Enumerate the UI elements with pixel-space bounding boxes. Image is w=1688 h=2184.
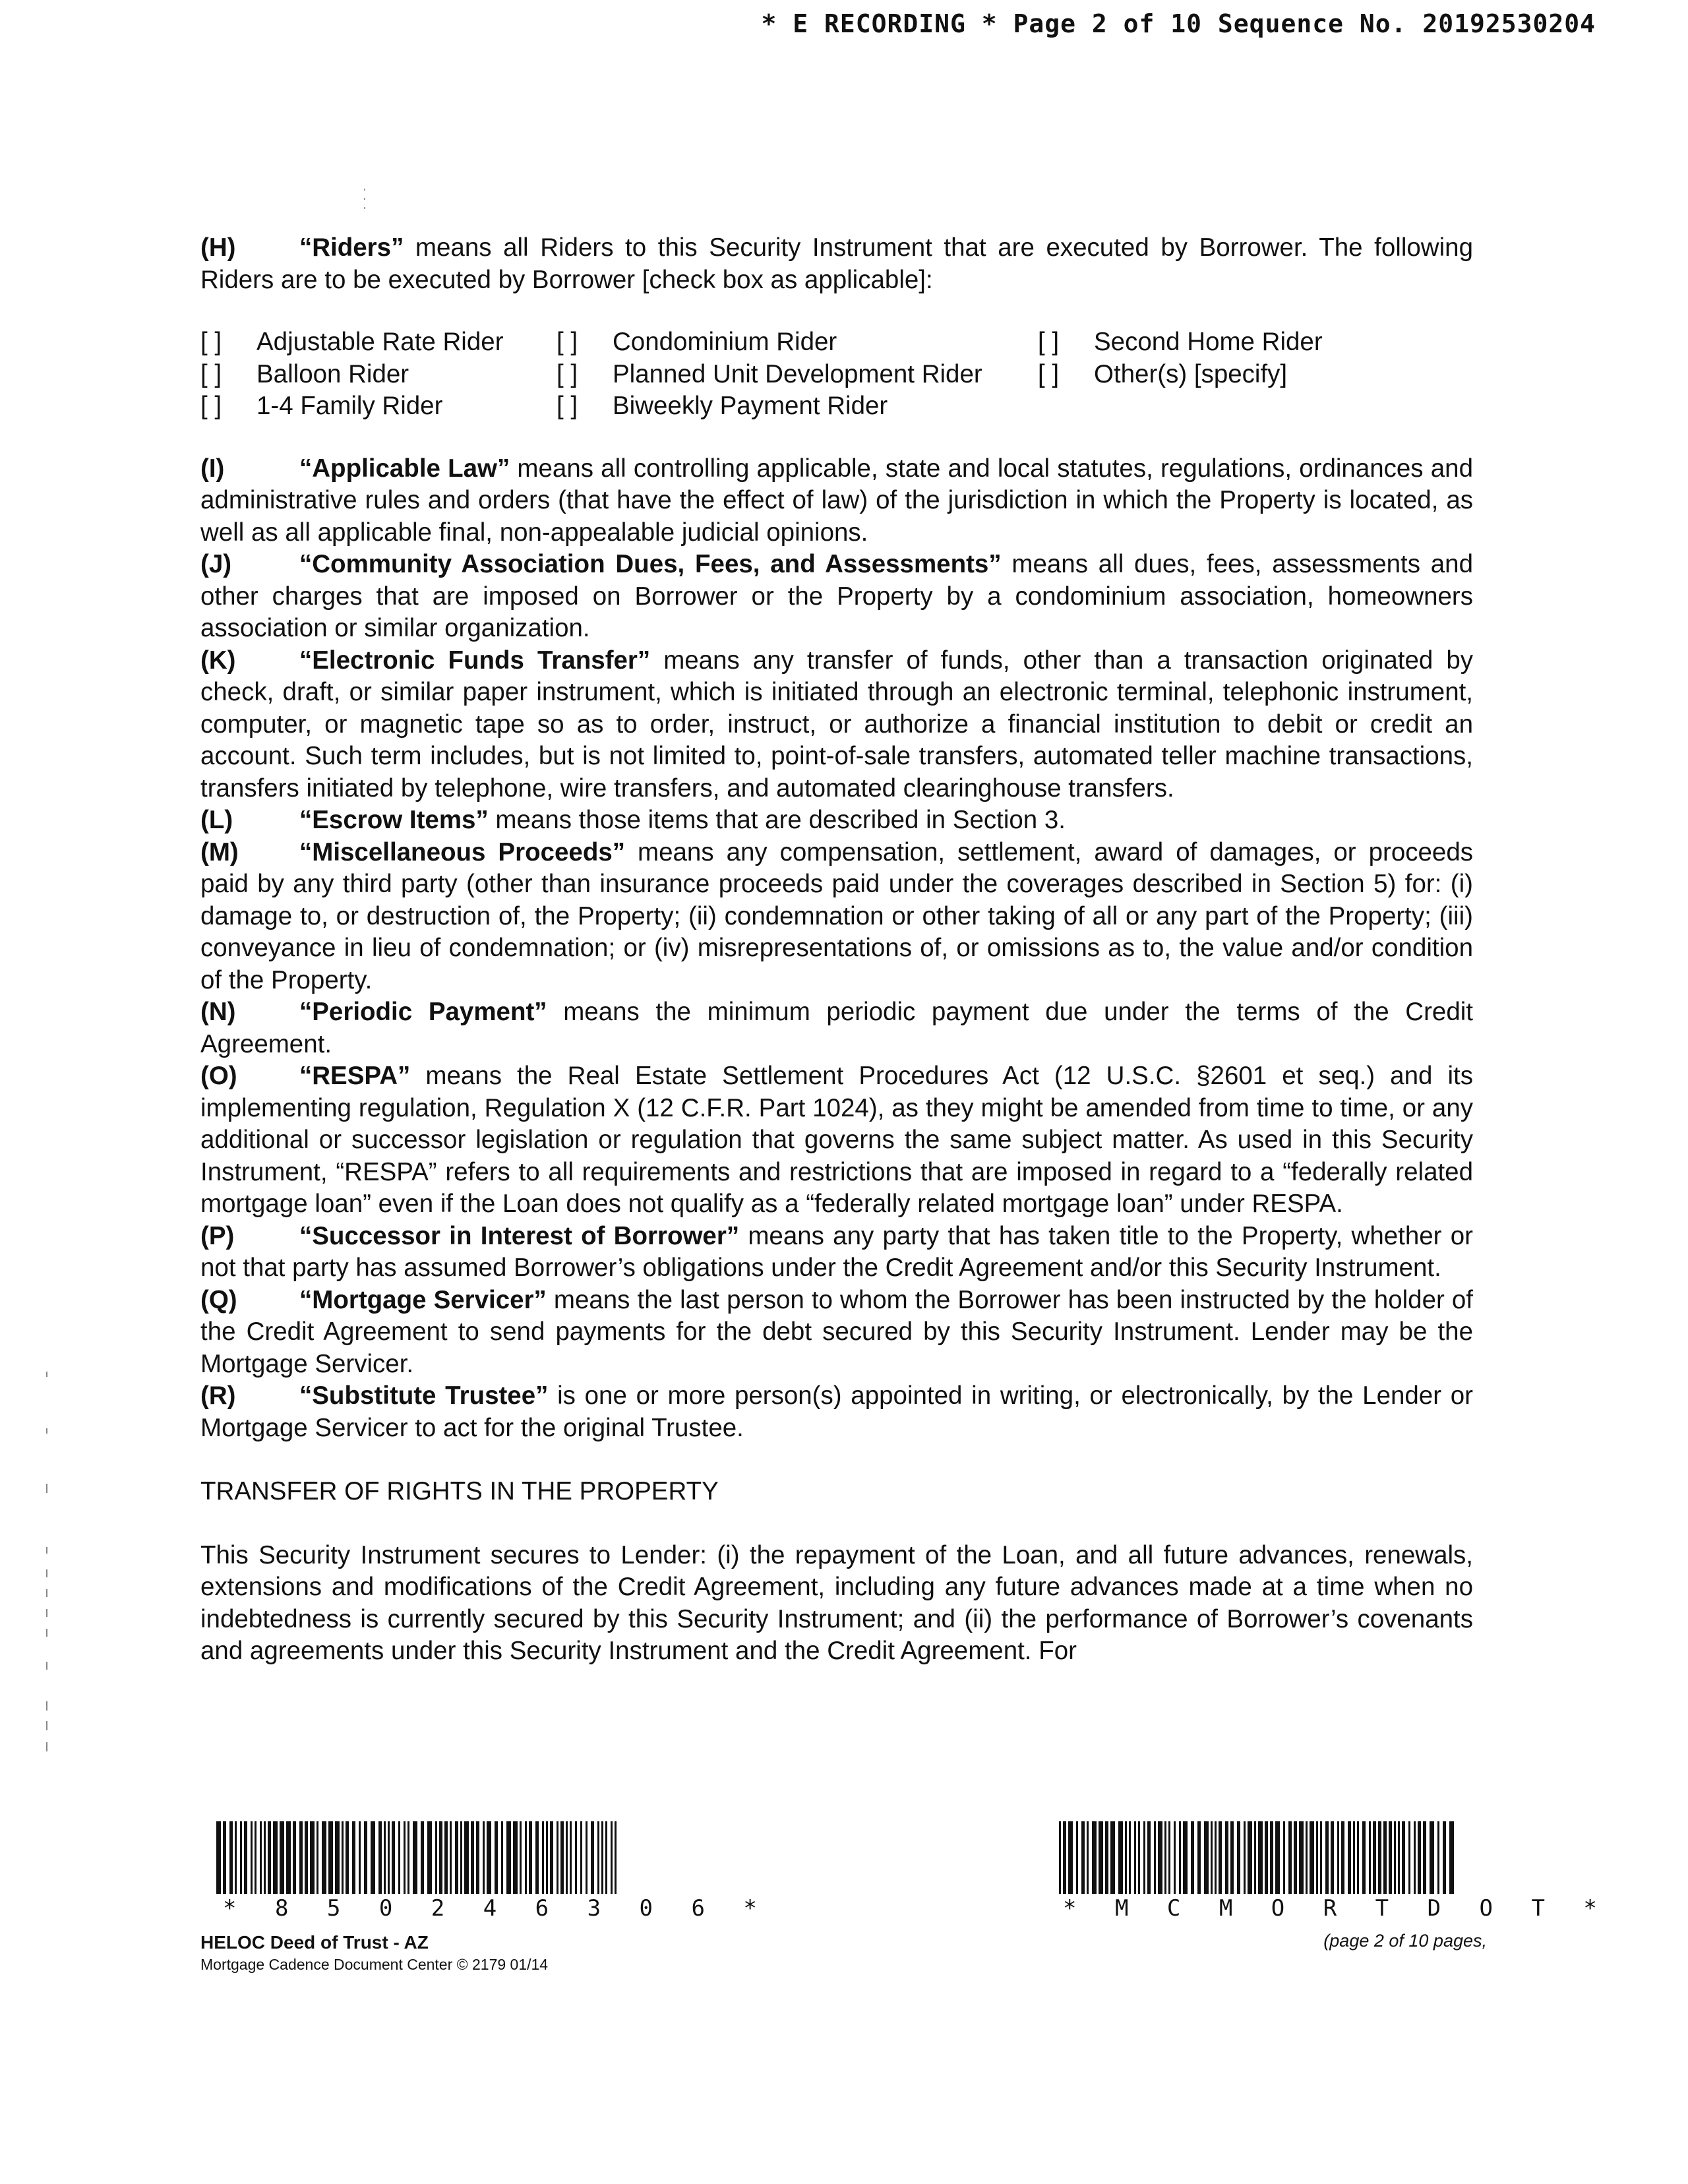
barcode-bar	[1105, 1821, 1108, 1894]
barcode-bar	[1244, 1821, 1246, 1894]
rider-checkbox[interactable]: [ ]	[200, 359, 222, 388]
barcode-bar	[229, 1821, 233, 1894]
barcode-bar	[1316, 1821, 1318, 1894]
rider-item	[557, 359, 1038, 391]
barcode-bar	[305, 1821, 308, 1894]
barcode-bar	[1147, 1821, 1151, 1894]
barcode-bar	[1394, 1821, 1396, 1894]
rider-label: 1-4 Family Rider	[256, 392, 443, 420]
barcode-bar	[1437, 1821, 1439, 1894]
rider-checkbox[interactable]: [ ]	[557, 328, 578, 356]
barcode-bar	[1179, 1821, 1181, 1894]
definition-periodic-payment	[200, 996, 1473, 1060]
barcode-bar	[1183, 1821, 1188, 1894]
barcode-bar	[328, 1821, 333, 1894]
barcode-bar	[1125, 1821, 1127, 1894]
barcode-bar	[1138, 1821, 1140, 1894]
barcode-bar	[471, 1821, 474, 1894]
barcode-bar	[378, 1821, 382, 1894]
barcode-bar	[255, 1821, 256, 1894]
riders-checklist	[200, 326, 1473, 423]
definition-respa	[200, 1060, 1473, 1221]
barcode-bar	[273, 1821, 278, 1894]
barcode-bar	[223, 1821, 226, 1894]
barcode-bar	[404, 1821, 406, 1894]
barcode-bar	[487, 1821, 491, 1894]
barcode-bar	[1174, 1821, 1176, 1894]
barcode-bar	[1068, 1821, 1073, 1894]
barcode-bar	[570, 1821, 572, 1894]
definition-escrow-items	[200, 804, 1473, 837]
barcode-bar	[310, 1821, 315, 1894]
definition-text: means all controlling applicable, state and local statutes, regulations, ordinances and administrative rules and orders (that have the effect of law) of the jurisdiction in which the Property is located, as well as all applicable final, non-appealable judicial opinions.	[200, 454, 1473, 547]
barcode-bar	[550, 1821, 553, 1894]
definition-text: means all Riders to this Security Instrument that are executed by Borrower. The following Riders are to be executed by Borrower [check box as applicable]:	[200, 233, 1473, 294]
barcode-bar	[1118, 1821, 1123, 1894]
barcode-bar	[1423, 1821, 1426, 1894]
barcode-bar	[407, 1821, 409, 1894]
definition-term: “Mortgage Servicer”	[299, 1285, 547, 1314]
barcode-bar	[450, 1821, 452, 1894]
form-title: HELOC Deed of Trust - AZ	[200, 1932, 429, 1953]
barcode-left-block	[214, 1821, 769, 1922]
barcode-bar	[1337, 1821, 1339, 1894]
barcode-bar	[1158, 1821, 1162, 1894]
barcode-bar	[546, 1821, 548, 1894]
barcode-bar	[435, 1821, 437, 1894]
barcode-bar	[542, 1821, 544, 1894]
barcode-bar	[520, 1821, 522, 1894]
barcode-bar	[1402, 1821, 1405, 1894]
rider-item	[200, 390, 557, 423]
barcode-bar	[1063, 1821, 1066, 1894]
rider-item	[557, 390, 1038, 423]
rider-item	[200, 359, 557, 391]
barcode-bar	[1325, 1821, 1329, 1894]
barcode-left-text: * 8 5 0 2 4 6 3 0 6 *	[223, 1895, 769, 1922]
barcode-bar	[1443, 1821, 1446, 1894]
rider-item	[200, 326, 557, 359]
barcode-bar	[1294, 1821, 1297, 1894]
barcode-bar	[513, 1821, 518, 1894]
barcode-bar	[495, 1821, 498, 1894]
definition-successor	[200, 1221, 1473, 1285]
barcode-bar	[1320, 1821, 1322, 1894]
barcode-bar	[535, 1821, 539, 1894]
definition-term: “Escrow Items”	[299, 806, 489, 834]
barcode-bar	[444, 1821, 448, 1894]
barcode-bar	[1362, 1821, 1366, 1894]
barcode-bar	[427, 1821, 432, 1894]
margin-scan-marks	[44, 1372, 50, 1767]
rider-label: Adjustable Rate Rider	[256, 328, 504, 356]
barcode-bar	[1449, 1821, 1454, 1894]
barcode-left	[214, 1821, 622, 1900]
barcode-bar	[421, 1821, 424, 1894]
barcode-bar	[525, 1821, 527, 1894]
definition-label: (M)	[200, 837, 239, 866]
barcode-bar	[286, 1821, 291, 1894]
page-number-note: (page 2 of 10 pages,	[1323, 1931, 1487, 1951]
barcode-bar	[1248, 1821, 1252, 1894]
barcode-bar	[364, 1821, 367, 1894]
barcode-bar	[615, 1821, 617, 1894]
barcode-bar	[483, 1821, 485, 1894]
barcode-bar	[557, 1821, 558, 1894]
barcode-bar	[476, 1821, 479, 1894]
barcode-bar	[1288, 1821, 1292, 1894]
barcode-bar	[1254, 1821, 1256, 1894]
barcode-bar	[316, 1821, 318, 1894]
definition-label: (O)	[200, 1062, 237, 1090]
barcode-bar	[1389, 1821, 1392, 1894]
barcode-bar	[342, 1821, 344, 1894]
barcode-bar	[1265, 1821, 1268, 1894]
definition-misc-proceeds	[200, 837, 1473, 997]
definition-term: “Applicable Law”	[299, 454, 510, 483]
section-body: This Security Instrument secures to Lender: (i) the repayment of the Loan, and all future advances, renewals, extensions and modifications of the Credit Agreement, including any future advances made at a time when no indebtedness is currently secured by this Security Instrument; and (ii) the performance of Borrower’s covenants and agreements under this Security Instrument and the Credit Agreement. For	[200, 1540, 1473, 1665]
barcode-bar	[529, 1821, 532, 1894]
barcode-bar	[605, 1821, 607, 1894]
definition-text: means any party that has taken title to the Property, whether or not that party has assumed Borrower’s obligations under the Credit Agreement and/or this Security Instrument.	[200, 1221, 1473, 1282]
definition-term: “Community Association Dues, Fees, and Assessments”	[299, 550, 1002, 578]
definition-label: (K)	[200, 646, 236, 675]
barcode-bar	[1270, 1821, 1273, 1894]
barcode-bar	[352, 1821, 355, 1894]
definition-label: (Q)	[200, 1285, 237, 1314]
barcode-bar	[1414, 1821, 1416, 1894]
barcode-bar	[1143, 1821, 1145, 1894]
barcode-bar	[359, 1821, 361, 1894]
barcode-bar	[413, 1821, 417, 1894]
rider-checkbox[interactable]: [ ]	[200, 392, 222, 420]
rider-checkbox[interactable]: [ ]	[1038, 328, 1060, 356]
barcode-bar	[1154, 1821, 1156, 1894]
barcode-bar	[280, 1821, 284, 1894]
barcode-bar	[346, 1821, 349, 1894]
barcode-bar	[260, 1821, 262, 1894]
barcode-bar	[501, 1821, 503, 1894]
rider-label: Second Home Rider	[1094, 328, 1323, 356]
barcode-bar	[251, 1821, 253, 1894]
barcode-bar	[216, 1821, 221, 1894]
barcode-bar	[1373, 1821, 1376, 1894]
definition-term: “RESPA”	[299, 1062, 411, 1090]
barcode-bar	[1237, 1821, 1240, 1894]
definition-term: “Periodic Payment”	[299, 998, 547, 1026]
barcode-bar	[1225, 1821, 1228, 1894]
barcode-bar	[1378, 1821, 1381, 1894]
barcode-bar	[1310, 1821, 1314, 1894]
barcode-bar	[1369, 1821, 1371, 1894]
barcode-bar	[1211, 1821, 1213, 1894]
barcode-bar	[1204, 1821, 1209, 1894]
barcode-bar	[1219, 1821, 1222, 1894]
barcode-bar	[1353, 1821, 1355, 1894]
barcode-bar	[566, 1821, 568, 1894]
barcode-bar	[1331, 1821, 1334, 1894]
rider-label: Balloon Rider	[256, 359, 409, 388]
definition-text: means the last person to whom the Borrower has been instructed by the holder of the Credit Agreement to send payments for the debt secured by this Security Instrument. Lender may be the Mortgage Servicer.	[200, 1285, 1473, 1378]
barcode-bar	[244, 1821, 247, 1894]
scan-speck	[364, 189, 366, 215]
barcode-bar	[1299, 1821, 1304, 1894]
section-heading: TRANSFER OF RIGHTS IN THE PROPERTY	[200, 1477, 719, 1505]
barcode-bar	[575, 1821, 577, 1894]
barcode-bar	[1081, 1821, 1085, 1894]
definition-label: (J)	[200, 550, 232, 578]
barcode-bar	[460, 1821, 462, 1894]
definition-electronic-funds	[200, 645, 1473, 805]
barcode-bar	[322, 1821, 326, 1894]
barcode-bar	[597, 1821, 599, 1894]
rider-item	[1038, 326, 1473, 359]
barcode-right-block	[1056, 1821, 1610, 1922]
barcode-bar	[439, 1821, 442, 1894]
rider-label: Biweekly Payment Rider	[613, 392, 888, 420]
barcode-bar	[388, 1821, 390, 1894]
definition-label: (N)	[200, 998, 236, 1026]
barcode-right-text: * M C M O R T D O T *	[1063, 1895, 1610, 1922]
barcode-bar	[601, 1821, 603, 1894]
barcode-bar	[1191, 1821, 1194, 1894]
barcode-bar	[1408, 1821, 1410, 1894]
barcode-bar	[264, 1821, 266, 1894]
rider-label: Planned Unit Development Rider	[613, 359, 982, 388]
definition-applicable-law	[200, 453, 1473, 549]
barcode-bar	[1110, 1821, 1115, 1894]
definition-text: is one or more person(s) appointed in writing, or electronically, by the Lender or Mortgage Servicer to act for the original Trustee.	[200, 1381, 1473, 1442]
barcode-bar	[1258, 1821, 1263, 1894]
definition-text: means any compensation, settlement, award of damages, or proceeds paid by any third party (other than insurance proceeds paid under the coverages described in Section 5) for: (i) damage to, or destruction of, the Property; (ii) condemnation or other taking of all or any part of the Property; (iii) conveyance in lieu of condemnation; or (iv) misrepresentations of, or omissions as to, the value and/or condition of the Property.	[200, 837, 1473, 994]
barcode-bar	[611, 1821, 613, 1894]
rider-checkbox[interactable]: [ ]	[557, 392, 578, 420]
rider-item	[557, 326, 1038, 359]
definition-term: “Substitute Trustee”	[299, 1381, 549, 1410]
barcode-bar	[1398, 1821, 1400, 1894]
rider-label: Other(s) [specify]	[1094, 359, 1288, 388]
barcode-bar	[1283, 1821, 1285, 1894]
definition-text: means the Real Estate Settlement Procedures Act (12 U.S.C. §2601 et seq.) and its implementing regulation, Regulation X (12 C.F.R. Part 1024), as they might be amended from time to time, or any additional or successor legislation or regulation that governs the same subject matter. As used in this Security Instrument, “RESPA” refers to all requirements and restrictions that are imposed in regard to a “federally related mortgage loan” even if the Loan does not qualify as a “federally related mortgage loan” under RESPA.	[200, 1062, 1473, 1218]
rider-label: Condominium Rider	[613, 328, 837, 356]
definition-label: (P)	[200, 1221, 235, 1250]
barcode-bar	[1341, 1821, 1344, 1894]
definition-text: means any transfer of funds, other than a transaction originated by check, draft, or similar paper instrument, which is initiated through an electronic terminal, telephonic instrument, computer, or magnetic tape so as to order, instruct, or authorize a financial institution to debit or credit an account. Such term includes, but is not limited to, point-of-sale transfers, automated teller machine transactions, transfers initiated by telephone, wire transfers, and automated clearinghouse transfers.	[200, 646, 1473, 803]
definition-text: means all dues, fees, assessments and other charges that are imposed on Borrower or the Property by a condominium association, homeowners association or similar organization.	[200, 550, 1473, 642]
barcode-bar	[1099, 1821, 1103, 1894]
barcode-bar	[1418, 1821, 1421, 1894]
definition-mortgage-servicer	[200, 1285, 1473, 1381]
barcode-bar	[580, 1821, 582, 1894]
rider-checkbox[interactable]: [ ]	[200, 328, 222, 356]
barcode-bar	[586, 1821, 588, 1894]
barcode-bar	[1059, 1821, 1061, 1894]
barcode-bar	[384, 1821, 386, 1894]
definition-term: “Electronic Funds Transfer”	[299, 646, 651, 675]
definition-community-dues	[200, 549, 1473, 645]
barcode-bar	[240, 1821, 242, 1894]
barcode-bar	[560, 1821, 564, 1894]
barcode-bar	[1306, 1821, 1308, 1894]
barcode-bar	[235, 1821, 237, 1894]
barcode-bar	[293, 1821, 296, 1894]
definition-riders	[200, 232, 1473, 296]
barcode-bar	[1134, 1821, 1136, 1894]
definition-label: (I)	[200, 454, 225, 483]
barcode-bar	[371, 1821, 375, 1894]
barcode-bar	[1168, 1821, 1170, 1894]
barcode-bar	[1129, 1821, 1131, 1894]
barcode-bar	[1092, 1821, 1097, 1894]
rider-item	[1038, 359, 1473, 391]
barcode-bar	[398, 1821, 400, 1894]
barcode-bar	[1275, 1821, 1280, 1894]
rider-checkbox[interactable]: [ ]	[1038, 359, 1060, 388]
recording-header: * E RECORDING * Page 2 of 10 Sequence No. 20192530204	[761, 9, 1596, 38]
barcode-bar	[1383, 1821, 1387, 1894]
barcode-bar	[1430, 1821, 1434, 1894]
definition-text: means the minimum periodic payment due under the terms of the Credit Agreement.	[200, 998, 1473, 1058]
definition-label: (R)	[200, 1381, 236, 1410]
definition-text: means those items that are described in Section 3.	[488, 806, 1066, 834]
rider-item-empty	[1038, 390, 1473, 423]
definition-label: (H)	[200, 233, 236, 262]
document-body	[200, 232, 1473, 1668]
barcode-bar	[455, 1821, 458, 1894]
definition-label: (L)	[200, 806, 233, 834]
barcode-bar	[464, 1821, 469, 1894]
barcode-right	[1056, 1821, 1465, 1900]
barcode-bar	[591, 1821, 594, 1894]
barcode-bar	[1076, 1821, 1078, 1894]
definition-term: “Miscellaneous Proceeds”	[299, 837, 626, 866]
barcode-bar	[1215, 1821, 1217, 1894]
barcode-bar	[1197, 1821, 1201, 1894]
barcode-bar	[1230, 1821, 1234, 1894]
form-source: Mortgage Cadence Document Center © 2179 01/14	[200, 1956, 549, 1973]
definition-term: “Riders”	[299, 233, 404, 262]
barcode-bar	[1087, 1821, 1089, 1894]
barcode-bar	[335, 1821, 340, 1894]
barcode-bar	[1164, 1821, 1166, 1894]
barcode-bar	[1348, 1821, 1351, 1894]
barcode-bar	[506, 1821, 511, 1894]
rider-checkbox[interactable]: [ ]	[557, 359, 578, 388]
barcode-bar	[299, 1821, 303, 1894]
barcode-bar	[1357, 1821, 1359, 1894]
barcode-bar	[392, 1821, 395, 1894]
barcode-bar	[268, 1821, 271, 1894]
definition-term: “Successor in Interest of Borrower”	[299, 1221, 740, 1250]
definition-substitute-trustee	[200, 1380, 1473, 1444]
